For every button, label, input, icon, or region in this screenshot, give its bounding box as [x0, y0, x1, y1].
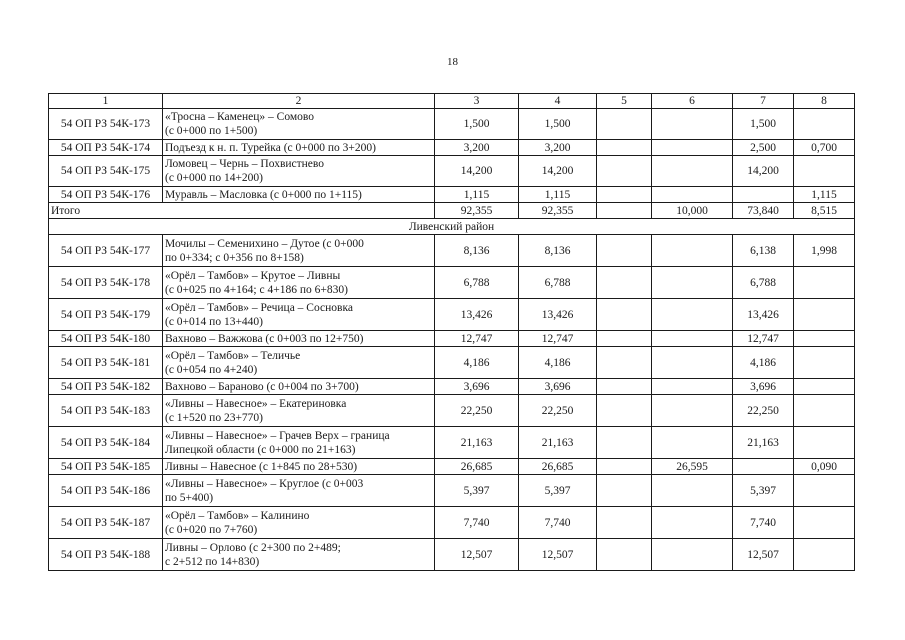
road-name-line: Ливны – Орлово (с 2+300 по 2+489;	[165, 541, 341, 554]
value-cell	[794, 475, 855, 507]
total-value: 73,840	[733, 203, 794, 219]
road-name-line: Ломовец – Чернь – Похвистнево	[165, 158, 325, 170]
value-cell	[597, 395, 652, 427]
value-cell	[794, 427, 855, 459]
table-row	[49, 395, 855, 427]
value-cell	[794, 267, 855, 299]
table-row	[49, 299, 855, 331]
value-cell: 4,186	[435, 347, 519, 379]
road-code: 54 ОП РЗ 54К-182	[49, 379, 163, 395]
table-body	[49, 94, 855, 571]
value-cell: 14,200	[733, 156, 794, 187]
value-cell: 5,397	[435, 475, 519, 507]
road-code: 54 ОП РЗ 54К-183	[49, 395, 163, 427]
value-cell: 8,136	[519, 235, 597, 267]
value-cell: 22,250	[519, 395, 597, 427]
column-header: 6	[652, 94, 733, 109]
road-name	[163, 140, 435, 156]
value-cell	[597, 331, 652, 347]
value-cell: 26,685	[435, 459, 519, 475]
value-cell	[652, 140, 733, 156]
total-value	[597, 203, 652, 219]
road-code: 54 ОП РЗ 54К-173	[49, 109, 163, 140]
road-name-line: (с 0+025 по 4+164; с 4+186 по 6+830)	[165, 283, 348, 296]
total-row	[49, 203, 855, 219]
road-name-line: Подъезд к н. п. Турейка (с 0+000 по 3+200)	[165, 141, 376, 154]
road-name-line: (с 0+054 по 4+240)	[165, 363, 258, 376]
value-cell	[597, 140, 652, 156]
value-cell	[597, 267, 652, 299]
road-code: 54 ОП РЗ 54К-178	[49, 267, 163, 299]
section-title: Ливенский район	[49, 219, 855, 235]
road-name	[163, 475, 435, 507]
value-cell	[652, 187, 733, 203]
value-cell	[597, 507, 652, 539]
value-cell	[733, 187, 794, 203]
road-table	[48, 93, 855, 571]
value-cell: 6,138	[733, 235, 794, 267]
value-cell: 0,700	[794, 140, 855, 156]
value-cell: 5,397	[519, 475, 597, 507]
table-row	[49, 507, 855, 539]
value-cell: 3,696	[733, 379, 794, 395]
value-cell	[794, 539, 855, 571]
value-cell: 1,115	[519, 187, 597, 203]
value-cell: 1,115	[435, 187, 519, 203]
road-code: 54 ОП РЗ 54К-186	[49, 475, 163, 507]
value-cell	[652, 475, 733, 507]
road-name-line: Ливны – Навесное (с 1+845 по 28+530)	[165, 460, 358, 473]
value-cell: 14,200	[519, 156, 597, 187]
table-row	[49, 267, 855, 299]
value-cell: 1,500	[519, 109, 597, 140]
column-header: 1	[49, 94, 163, 109]
value-cell	[794, 395, 855, 427]
road-name	[163, 539, 435, 571]
table-row	[49, 347, 855, 379]
road-name-line: Липецкой области (с 0+000 по 21+163)	[165, 443, 356, 456]
value-cell: 14,200	[435, 156, 519, 187]
table-row	[49, 140, 855, 156]
value-cell: 5,397	[733, 475, 794, 507]
value-cell: 7,740	[519, 507, 597, 539]
table-row	[49, 459, 855, 475]
road-name-line: (с 0+020 по 7+760)	[165, 523, 258, 536]
value-cell	[794, 156, 855, 187]
road-name	[163, 235, 435, 267]
value-cell	[652, 109, 733, 140]
value-cell: 21,163	[733, 427, 794, 459]
value-cell	[597, 109, 652, 140]
road-name	[163, 331, 435, 347]
value-cell: 12,507	[435, 539, 519, 571]
value-cell: 1,998	[794, 235, 855, 267]
road-code: 54 ОП РЗ 54К-181	[49, 347, 163, 379]
total-value: 10,000	[652, 203, 733, 219]
value-cell	[794, 299, 855, 331]
value-cell	[794, 379, 855, 395]
table-row	[49, 109, 855, 140]
value-cell: 4,186	[519, 347, 597, 379]
road-name	[163, 395, 435, 427]
value-cell	[733, 459, 794, 475]
value-cell: 21,163	[435, 427, 519, 459]
column-header: 2	[163, 94, 435, 109]
value-cell	[794, 507, 855, 539]
road-code: 54 ОП РЗ 54К-188	[49, 539, 163, 571]
road-name	[163, 459, 435, 475]
value-cell	[794, 109, 855, 140]
total-label: Итого	[49, 203, 435, 219]
road-name-line: «Орёл – Тамбов» – Калинино	[165, 509, 310, 522]
value-cell	[794, 347, 855, 379]
table-row	[49, 156, 855, 187]
road-name-line: (с 0+014 по 13+440)	[165, 315, 264, 328]
road-code: 54 ОП РЗ 54К-180	[49, 331, 163, 347]
value-cell	[652, 235, 733, 267]
value-cell: 26,595	[652, 459, 733, 475]
value-cell: 7,740	[435, 507, 519, 539]
road-name-line: «Орёл – Тамбов» – Теличье	[165, 349, 301, 362]
table-row	[49, 427, 855, 459]
value-cell	[652, 427, 733, 459]
value-cell	[597, 187, 652, 203]
value-cell: 12,507	[733, 539, 794, 571]
road-name-line: (с 0+000 по 1+500)	[165, 125, 258, 137]
total-value: 92,355	[435, 203, 519, 219]
value-cell: 3,200	[435, 140, 519, 156]
value-cell: 1,115	[794, 187, 855, 203]
value-cell	[652, 267, 733, 299]
value-cell: 12,507	[519, 539, 597, 571]
total-value: 92,355	[519, 203, 597, 219]
road-code: 54 ОП РЗ 54К-174	[49, 140, 163, 156]
value-cell: 7,740	[733, 507, 794, 539]
value-cell: 0,090	[794, 459, 855, 475]
value-cell: 6,788	[733, 267, 794, 299]
value-cell	[597, 379, 652, 395]
value-cell: 4,186	[733, 347, 794, 379]
road-name	[163, 299, 435, 331]
section-row	[49, 219, 855, 235]
value-cell: 3,200	[519, 140, 597, 156]
value-cell: 12,747	[435, 331, 519, 347]
road-name	[163, 347, 435, 379]
value-cell	[652, 156, 733, 187]
value-cell: 3,696	[435, 379, 519, 395]
page-number: 18	[447, 56, 458, 68]
road-code: 54 ОП РЗ 54К-187	[49, 507, 163, 539]
value-cell: 6,788	[435, 267, 519, 299]
column-header: 3	[435, 94, 519, 109]
value-cell: 6,788	[519, 267, 597, 299]
value-cell	[597, 475, 652, 507]
value-cell: 26,685	[519, 459, 597, 475]
value-cell: 1,500	[733, 109, 794, 140]
road-name-line: Вахново – Важжова (с 0+003 по 12+750)	[165, 332, 364, 345]
road-name	[163, 187, 435, 203]
total-value: 8,515	[794, 203, 855, 219]
value-cell: 13,426	[435, 299, 519, 331]
road-name-line: «Ливны – Навесное» – Грачев Верх – граница	[165, 429, 390, 442]
value-cell	[652, 507, 733, 539]
road-name	[163, 379, 435, 395]
road-name	[163, 156, 435, 187]
road-code: 54 ОП РЗ 54К-177	[49, 235, 163, 267]
road-code: 54 ОП РЗ 54К-184	[49, 427, 163, 459]
value-cell	[597, 347, 652, 379]
road-name-line: «Орёл – Тамбов» – Крутое – Ливны	[165, 269, 341, 282]
value-cell	[794, 331, 855, 347]
road-code: 54 ОП РЗ 54К-185	[49, 459, 163, 475]
road-name-line: Муравль – Масловка (с 0+000 по 1+115)	[165, 188, 362, 201]
table-row	[49, 475, 855, 507]
table-row	[49, 187, 855, 203]
value-cell	[652, 299, 733, 331]
road-name	[163, 507, 435, 539]
road-code: 54 ОП РЗ 54К-176	[49, 187, 163, 203]
value-cell	[597, 459, 652, 475]
road-name-line: Мочилы – Семенихино – Дутое (с 0+000	[165, 237, 364, 250]
road-name-line: по 0+334; с 0+356 по 8+158)	[165, 251, 304, 264]
value-cell	[597, 299, 652, 331]
value-cell	[652, 379, 733, 395]
value-cell: 21,163	[519, 427, 597, 459]
road-name-line: с 2+512 по 14+830)	[165, 555, 260, 568]
road-code: 54 ОП РЗ 54К-175	[49, 156, 163, 187]
table-header-row	[49, 94, 855, 109]
value-cell: 2,500	[733, 140, 794, 156]
table-row	[49, 235, 855, 267]
column-header: 8	[794, 94, 855, 109]
value-cell	[597, 427, 652, 459]
road-name-line: «Ливны – Навесное» – Круглое (с 0+003	[165, 477, 364, 490]
value-cell: 12,747	[519, 331, 597, 347]
road-name-line: по 5+400)	[165, 491, 214, 504]
road-name-line: «Тросна – Каменец» – Сомово	[165, 111, 314, 123]
value-cell: 8,136	[435, 235, 519, 267]
road-name-line: Вахново – Бараново (с 0+004 по 3+700)	[165, 380, 359, 393]
value-cell	[652, 539, 733, 571]
value-cell	[597, 539, 652, 571]
value-cell: 13,426	[519, 299, 597, 331]
table-row	[49, 331, 855, 347]
road-code: 54 ОП РЗ 54К-179	[49, 299, 163, 331]
road-name-line: (с 1+520 по 23+770)	[165, 411, 264, 424]
value-cell	[597, 156, 652, 187]
column-header: 7	[733, 94, 794, 109]
value-cell	[652, 331, 733, 347]
column-header: 5	[597, 94, 652, 109]
value-cell	[652, 395, 733, 427]
column-header: 4	[519, 94, 597, 109]
value-cell	[652, 347, 733, 379]
road-name	[163, 427, 435, 459]
road-name-line: «Ливны – Навесное» – Екатериновка	[165, 397, 347, 410]
value-cell: 12,747	[733, 331, 794, 347]
road-name	[163, 109, 435, 140]
value-cell: 22,250	[435, 395, 519, 427]
value-cell: 13,426	[733, 299, 794, 331]
road-name	[163, 267, 435, 299]
table-row	[49, 379, 855, 395]
value-cell: 1,500	[435, 109, 519, 140]
road-name-line: «Орёл – Тамбов» – Речица – Сосновка	[165, 301, 353, 314]
road-name-line: (с 0+000 по 14+200)	[165, 172, 264, 184]
value-cell: 22,250	[733, 395, 794, 427]
value-cell	[597, 235, 652, 267]
table-row	[49, 539, 855, 571]
value-cell: 3,696	[519, 379, 597, 395]
